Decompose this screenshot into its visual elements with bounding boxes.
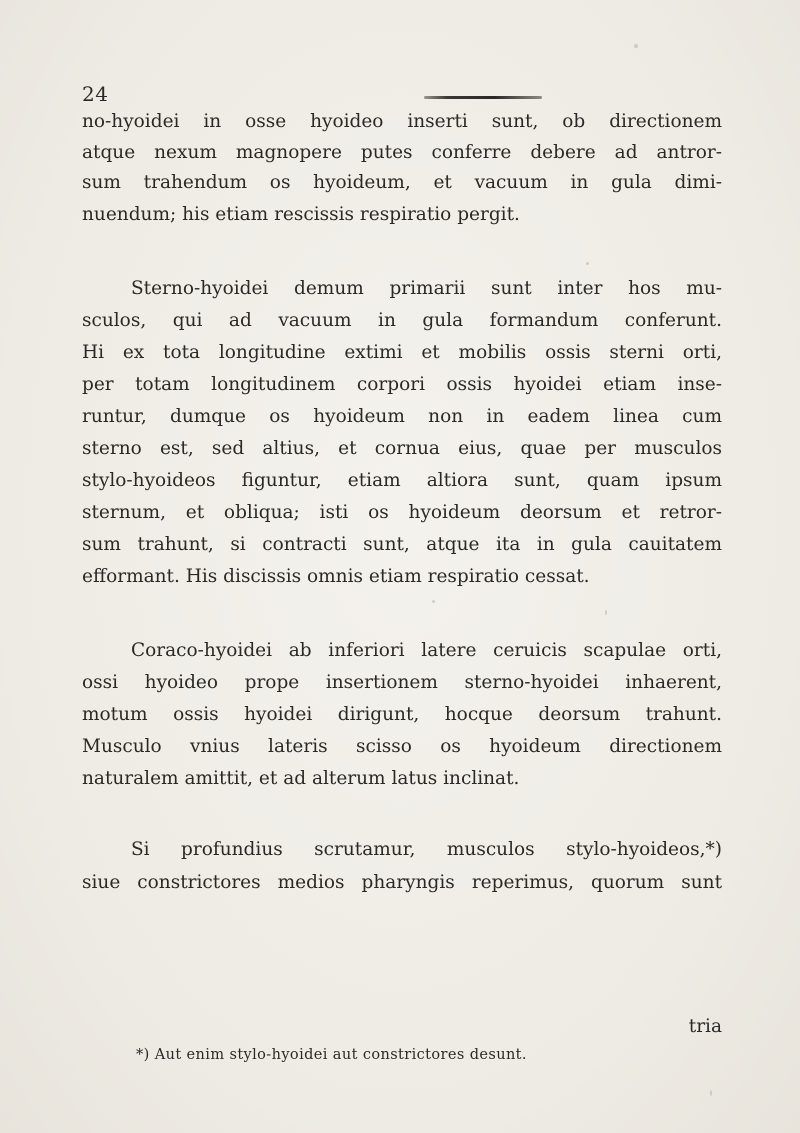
paragraph-4-line-2: siue constrictores medios pharyngis reperimus, quorum sunt	[82, 872, 722, 893]
paragraph-3-line-1: Coraco-hyoidei ab inferiori latere ceruicis scapulae orti,	[131, 640, 722, 661]
header-rule	[424, 96, 542, 99]
paragraph-3-line-3: motum ossis hyoidei dirigunt, hocque deorsum trahunt.	[82, 704, 722, 725]
paper-speck	[432, 600, 435, 603]
catchword: tria	[688, 1016, 722, 1037]
paper-speck	[634, 44, 638, 48]
paragraph-2-line-5: runtur, dumque os hyoideum non in eadem linea cum	[82, 406, 722, 427]
page-number: 24	[82, 82, 109, 106]
paragraph-2-line-10: efformant. His discissis omnis etiam respiratio cessat.	[82, 566, 590, 587]
paper-speck	[605, 610, 607, 615]
paragraph-2-line-7: stylo-hyoideos figuntur, etiam altiora sunt, quam ipsum	[82, 470, 722, 491]
paragraph-3-line-2: ossi hyoideo prope insertionem sterno-hyoidei inhaerent,	[82, 672, 722, 693]
paragraph-3-line-5: naturalem amittit, et ad alterum latus inclinat.	[82, 768, 520, 789]
paper-speck	[586, 262, 589, 265]
paragraph-2-line-4: per totam longitudinem corpori ossis hyoidei etiam inse-	[82, 374, 722, 395]
paragraph-2-line-8: sternum, et obliqua; isti os hyoideum deorsum et retror-	[82, 502, 722, 523]
paragraph-3-line-4: Musculo vnius lateris scisso os hyoideum directionem	[82, 736, 722, 757]
paragraph-2-line-6: sterno est, sed altius, et cornua eius, quae per musculos	[82, 438, 722, 459]
paragraph-1-line-1: no-hyoidei in osse hyoideo inserti sunt, ob directionem	[82, 111, 722, 132]
paragraph-2-line-9: sum trahunt, si contracti sunt, atque ita in gula cauitatem	[82, 534, 722, 555]
footnote: *) Aut enim stylo-hyoidei aut constrictores desunt.	[136, 1047, 527, 1063]
paragraph-4-line-1: Si profundius scrutamur, musculos stylo-hyoideos,*)	[131, 839, 722, 860]
paragraph-1-line-3: sum trahendum os hyoideum, et vacuum in gula dimi-	[82, 172, 722, 193]
paragraph-2-line-2: sculos, qui ad vacuum in gula formandum conferunt.	[82, 310, 722, 331]
paragraph-1-line-2: atque nexum magnopere putes conferre debere ad antror-	[82, 142, 722, 163]
paper-speck	[710, 1090, 712, 1096]
paragraph-1-line-4: nuendum; his etiam rescissis respiratio pergit.	[82, 204, 520, 225]
paragraph-2-line-3: Hi ex tota longitudine extimi et mobilis ossis sterni orti,	[82, 342, 722, 363]
paragraph-2-line-1: Sterno-hyoidei demum primarii sunt inter hos mu-	[131, 278, 722, 299]
